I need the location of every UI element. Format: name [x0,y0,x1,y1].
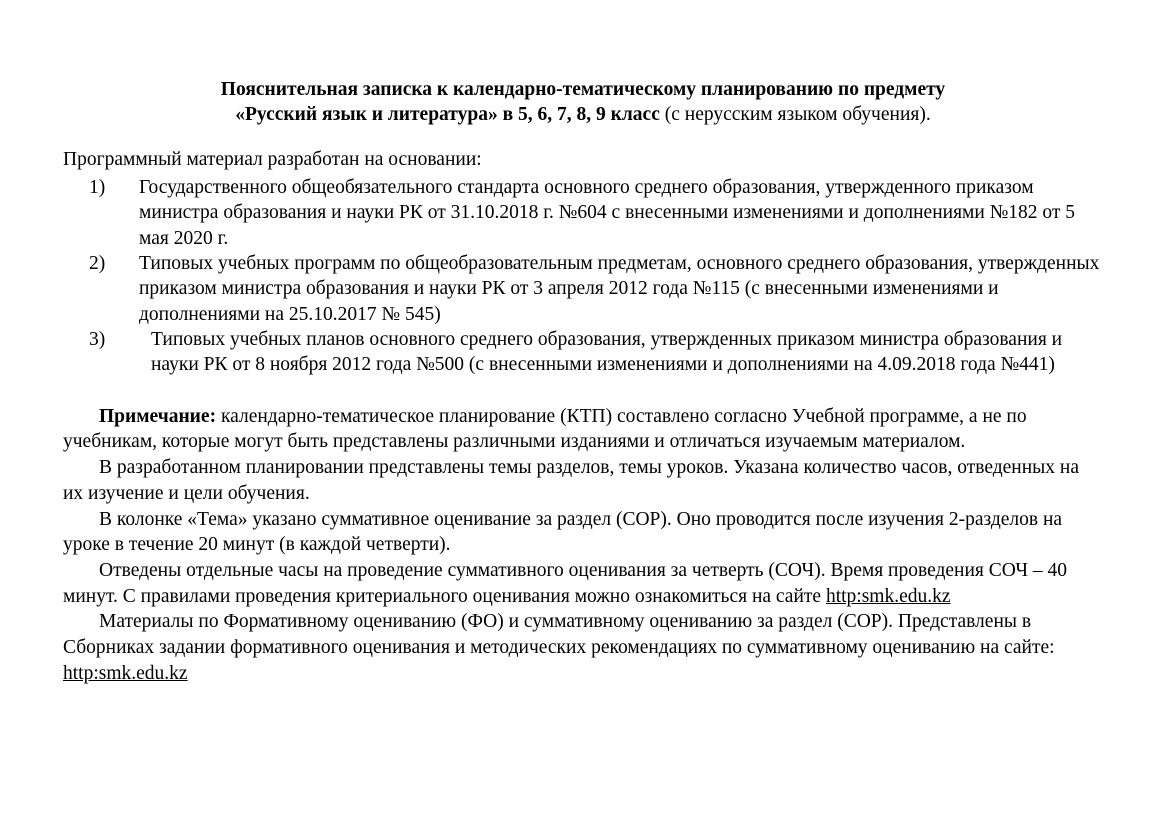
list-item-marker: 1) [89,176,106,198]
note-text: календарно-тематическое планирование (КТП) составлено согласно Учебной программе, а не по учебникам, которые могут быть представлены различными изданиями и отличаться изучаемым материалом. [63,405,1027,453]
list-item-text: Типовых учебных программ по общеобразовательным предметам, основного среднего образования, утвержденных приказом министра образования и науки РК от 3 апреля 2012 года №115 (с внесенными изменениями и дополнениями на 25.10.2017 № 545) [139,252,1100,325]
list-item [89,327,1103,378]
note-paragraph-3: В колонке «Тема» указано суммативное оценивание за раздел (СОР). Оно проводится после изучения 2-разделов на уроке в течение 20 минут (в каждой четверти). [63,508,1063,556]
note-paragraph [63,404,1103,455]
notes-block [63,404,1103,687]
document-body [63,78,1103,687]
title-line-2 [63,103,1103,128]
title-line-2-note: (с нерусским языком обучения). [659,103,931,125]
note-paragraph-2: В разработанном планировании представлены темы разделов, темы уроков. Указана количество часов, отведенных на их изучение и цели обучения. [63,457,1079,504]
title-line-2-subject: «Русский язык и литература» в 5, 6, 7, 8, 9 класс [235,103,660,125]
title-line-1: Пояснительная записка к календарно-тематическому планированию по предмету [220,79,946,100]
list-item [89,251,1103,327]
note-paragraph-5-text: Материалы по Формативному оцениванию (ФО) и суммативному оцениванию за раздел (СОР). Представлены в Сборниках задании формативного оценивания и методических рекомендациях по суммативному оцениванию на сайте: [63,611,1055,659]
note-paragraph-4 [63,558,1103,609]
list-item-text: Государственного общеобязательного стандарта основного среднего образования, утвержденного приказом министра образования и науки РК от 31.10.2018 г. №604 с внесенными изменениями и дополнениями №182 от 5 мая 2020 г. [139,176,1076,249]
list-item [89,175,1103,251]
note-label: Примечание: [99,405,217,427]
list-item-marker: 3) [89,328,106,350]
smk-edu-kz-link[interactable]: http:smk.edu.kz [825,585,951,607]
list-item-marker: 2) [89,252,106,274]
list-item-text: Типовых учебных планов основного среднего образования, утвержденных приказом министра образования и науки РК от 8 ноября 2012 года №500 (с внесенными изменениями и дополнениями на 4.09.2018 года №441) [151,328,1063,376]
document-title [63,78,1103,128]
note-paragraph-4-text: Отведены отдельные часы на проведение суммативного оценивания за четверть (СОЧ). Время проведения СОЧ – 40 минут. С правилами проведения критериального оценивания можно ознакомиться на сайте [63,560,1068,607]
note-paragraph-5 [63,609,1103,686]
smk-edu-kz-link[interactable]: http:smk.edu.kz [63,662,188,684]
basis-list [63,175,1103,378]
intro-line: Программный материал разработан на основании: [63,148,482,170]
